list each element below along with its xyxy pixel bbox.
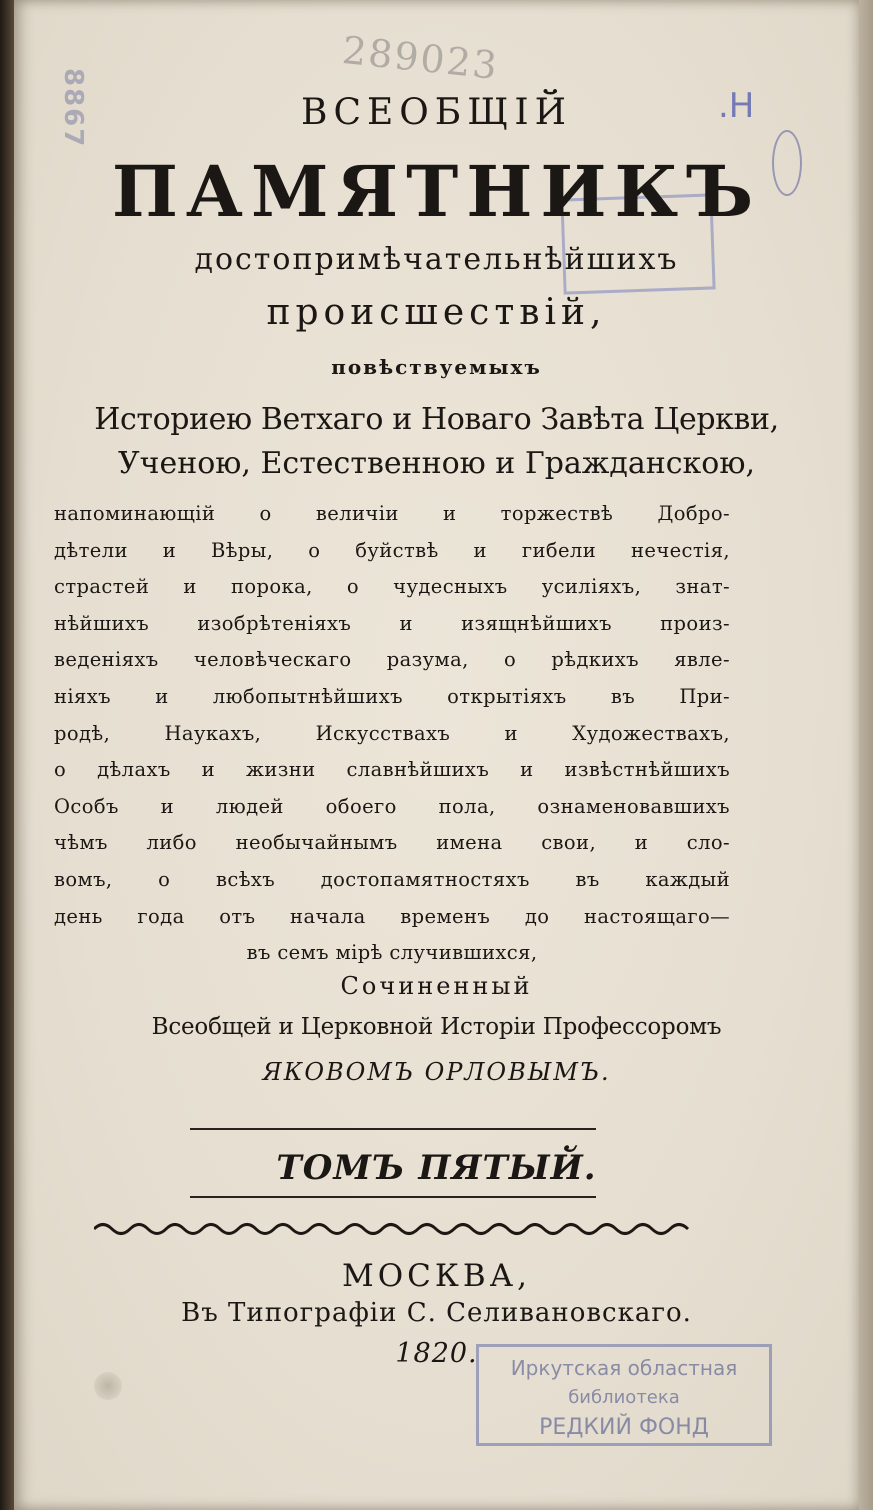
body-line: о дѣлахъ и жизни славнѣйшихъ и извѣстнѣйшихъ: [54, 758, 730, 782]
side-number: 8867: [58, 68, 88, 149]
city: МОСКВА,: [342, 1258, 531, 1294]
inventory-number: 289023: [340, 27, 501, 89]
printer: Въ Типографіи С. Селивановскаго.: [181, 1298, 692, 1328]
body-line: родѣ, Наукахъ, Искусствахъ и Художествахъ,: [54, 721, 730, 745]
body-line: вомъ, о всѣхъ достопамятностяхъ въ каждый: [54, 867, 730, 891]
title-line-4: происшествій,: [266, 292, 607, 333]
title-line-1: ВСЕОБЩІЙ: [301, 92, 572, 133]
body-line: веденіяхъ человѣческаго разума, о рѣдкихъ явле-: [54, 648, 730, 672]
body-line: страстей и порока, о чудесныхъ усиліяхъ, знат-: [54, 575, 730, 599]
body-line: Особъ и людей обоего пола, ознаменовавшихъ: [54, 794, 730, 818]
library-stamp-line-2: библиотека: [568, 1387, 680, 1408]
volume-title: ТОМЪ ПЯТЫЙ.: [276, 1148, 597, 1188]
library-stamp-line-3: РЕДКИЙ ФОНД: [539, 1415, 709, 1440]
body-line: чѣмъ либо необычайнымъ имена свои, и сло-: [54, 831, 730, 855]
description-block: [54, 496, 730, 972]
body-line: ніяхъ и любопытнѣйшихъ открытіяхъ въ При-: [54, 684, 730, 708]
library-stamp: [476, 1344, 772, 1446]
title-main: ПАМЯТНИКЪ: [111, 150, 762, 233]
title-line-7: Ученою, Естественною и Гражданскою,: [117, 446, 756, 481]
title-line-3: достопримѣчательнѣйшихъ: [194, 242, 679, 277]
title-line-6: Историею Ветхаго и Новаго Завѣта Церкви,: [94, 402, 779, 437]
pencil-mark: .Н: [718, 86, 755, 126]
library-stamp-line-1: Иркутская областная: [510, 1356, 738, 1380]
wavy-ornament: [94, 1218, 694, 1240]
body-line: напоминающій о величіи и торжествѣ Добро-: [54, 502, 730, 525]
rule-top: [190, 1128, 596, 1130]
title-page: [14, 0, 859, 1510]
body-line: въ семъ мірѣ случившихся,: [246, 941, 538, 965]
body-line: нѣйшихъ изобрѣтеніяхъ и изящнѣйшихъ произ-: [54, 611, 730, 635]
year: 1820.: [395, 1338, 478, 1369]
composed-label: Сочиненный: [340, 972, 533, 1000]
author-name: ЯКОВОМЪ ОРЛОВЫМЪ.: [262, 1058, 611, 1086]
title-line-5: повѣствуемыхъ: [331, 355, 542, 379]
book-spine: [0, 0, 14, 1510]
ink-blot: [94, 1372, 122, 1400]
author-title: Всеобщей и Церковной Исторіи Профессоромъ: [151, 1014, 722, 1040]
body-line: дѣтели и Вѣры, о буйствѣ и гибели нечестія,: [54, 538, 730, 562]
wavy-line: [94, 1225, 688, 1234]
rule-bottom: [190, 1196, 596, 1198]
body-line: день года отъ начала временъ до настоящаго—: [54, 904, 730, 928]
